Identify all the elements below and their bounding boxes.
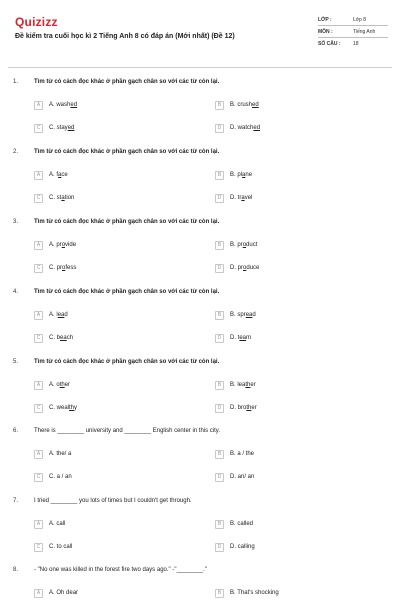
underlined-part: ea <box>239 335 247 341</box>
underlined-part: th <box>59 382 65 388</box>
option-text: B. product <box>230 242 258 248</box>
underlined-part: a <box>241 195 245 201</box>
underlined-part: ed <box>67 125 75 131</box>
answer-option[interactable] <box>215 99 259 111</box>
quizizz-logo: Quizizz <box>15 15 58 29</box>
answer-option[interactable] <box>215 541 255 553</box>
meta-label: MÔN : <box>318 28 333 35</box>
option-prefix: B. <box>230 451 238 457</box>
option-letter-box[interactable]: C <box>34 404 43 413</box>
option-prefix: C. <box>49 474 57 480</box>
option-letter-box[interactable]: A <box>34 101 43 110</box>
option-letter-box[interactable]: A <box>34 241 43 250</box>
option-letter-box[interactable]: B <box>215 101 224 110</box>
question-number: 5. <box>13 359 19 365</box>
answer-option[interactable] <box>215 518 253 530</box>
option-prefix: A. <box>49 382 57 388</box>
option-prefix: C. <box>49 405 57 411</box>
question-text: Tìm từ có cách đọc khác ở phần gạch chân so với các từ còn lại. <box>34 149 220 155</box>
answer-option[interactable] <box>34 471 72 483</box>
underlined-part: a <box>61 195 65 201</box>
answer-option[interactable] <box>215 122 260 134</box>
underlined-part: o <box>243 265 247 271</box>
answer-option[interactable] <box>215 448 254 460</box>
option-prefix: C. <box>49 125 57 131</box>
meta-box <box>318 14 388 50</box>
option-prefix: B. <box>230 590 238 596</box>
option-prefix: A. <box>49 521 57 527</box>
answer-option[interactable] <box>215 309 256 321</box>
question-text: Tìm từ có cách đọc khác ở phần gạch chân so với các từ còn lại. <box>34 359 220 365</box>
option-letter-box[interactable]: B <box>215 171 224 180</box>
question-text: Tìm từ có cách đọc khác ở phần gạch chân so với các từ còn lại. <box>34 289 220 295</box>
answer-option[interactable] <box>34 99 77 111</box>
option-letter-box[interactable]: D <box>215 334 224 343</box>
question-number: 3. <box>13 219 19 225</box>
option-text: C. wealthy <box>49 405 78 411</box>
option-prefix: C. <box>49 544 57 550</box>
question-text: Tìm từ có cách đọc khác ở phần gạch chân so với các từ còn lại. <box>34 79 220 85</box>
option-text: D. travel <box>230 195 253 201</box>
option-text: C. to call <box>49 544 73 550</box>
answer-option[interactable] <box>34 169 68 181</box>
answer-option[interactable] <box>34 332 73 344</box>
answer-option[interactable] <box>215 192 252 204</box>
meta-value: Tiếng Anh <box>353 28 376 35</box>
option-prefix: B. <box>230 242 238 248</box>
meta-label: SỐ CÂU : <box>318 41 341 47</box>
option-text: C. station <box>49 195 75 201</box>
answer-option[interactable] <box>34 541 72 553</box>
answer-option[interactable] <box>34 518 65 530</box>
answer-option[interactable] <box>215 332 251 344</box>
option-prefix: A. <box>49 242 57 248</box>
option-text: A. Oh dear <box>49 590 79 596</box>
underlined-part: th <box>69 405 75 411</box>
option-text: A. washed <box>49 102 78 108</box>
option-text: A. the/ a <box>49 451 72 457</box>
question-text: - "No one was killed in the forest fire two days ago." -"________." <box>34 567 207 573</box>
underlined-part: ed <box>70 102 78 108</box>
option-prefix: A. <box>49 172 57 178</box>
option-text: D. watched <box>230 125 261 131</box>
option-text: A. other <box>49 382 71 388</box>
answer-option[interactable] <box>34 587 78 599</box>
answer-option[interactable] <box>34 239 76 251</box>
option-letter-box[interactable]: A <box>34 171 43 180</box>
option-letter-box[interactable]: C <box>34 473 43 482</box>
option-prefix: D. <box>230 195 238 201</box>
underlined-part: ea <box>60 335 67 341</box>
option-prefix: D. <box>230 474 238 480</box>
option-text: D. brother <box>230 405 257 411</box>
option-letter-box[interactable]: A <box>34 450 43 459</box>
option-text: C. profess <box>49 265 77 271</box>
option-text: C. a / an <box>49 474 72 480</box>
option-text: B. a / the <box>230 451 255 457</box>
option-prefix: B. <box>230 312 238 318</box>
option-prefix: C. <box>49 195 57 201</box>
question-number: 1. <box>13 79 19 85</box>
option-text: A. face <box>49 172 68 178</box>
option-text: B. crushed <box>230 102 259 108</box>
answer-option[interactable] <box>215 169 252 181</box>
option-letter-box[interactable]: B <box>215 311 224 320</box>
option-letter-box[interactable]: D <box>215 264 224 273</box>
option-text: D. produce <box>230 265 260 271</box>
option-prefix: A. <box>49 451 57 457</box>
option-letter-box[interactable]: B <box>215 241 224 250</box>
answer-option[interactable] <box>215 402 257 414</box>
question-number: 7. <box>13 498 19 504</box>
option-prefix: D. <box>230 544 238 550</box>
option-letter-box[interactable]: D <box>215 543 224 552</box>
option-text: D. team <box>230 335 252 341</box>
answer-option[interactable] <box>34 402 77 414</box>
option-text: B. plane <box>230 172 253 178</box>
option-prefix: C. <box>49 335 57 341</box>
option-letter-box[interactable]: B <box>215 589 224 598</box>
option-letter-box[interactable]: B <box>215 450 224 459</box>
meta-value: Lớp 8 <box>353 16 367 23</box>
question-text: There is ________ university and ________ English center in this city. <box>34 428 221 434</box>
option-text: A. provide <box>49 242 77 248</box>
option-prefix: D. <box>230 125 238 131</box>
meta-row-subject <box>318 26 388 38</box>
option-prefix: C. <box>49 265 57 271</box>
meta-row-count <box>318 38 388 50</box>
meta-row-class <box>318 14 388 26</box>
answer-option[interactable] <box>215 587 279 599</box>
option-letter-box[interactable]: A <box>34 520 43 529</box>
meta-value: 18 <box>353 41 359 47</box>
option-prefix: B. <box>230 102 238 108</box>
option-letter-box[interactable]: C <box>34 543 43 552</box>
option-letter-box[interactable]: A <box>34 589 43 598</box>
option-text: A. call <box>49 521 66 527</box>
answer-option[interactable] <box>34 448 71 460</box>
option-letter-box[interactable]: A <box>34 311 43 320</box>
underlined-part: ed <box>253 125 261 131</box>
underlined-part: a <box>242 172 246 178</box>
option-prefix: A. <box>49 590 57 596</box>
option-text: C. stayed <box>49 125 75 131</box>
answer-option[interactable] <box>215 262 259 274</box>
underlined-part: th <box>245 382 251 388</box>
option-letter-box[interactable]: D <box>215 124 224 133</box>
underlined-part: th <box>246 405 252 411</box>
underlined-part: ed <box>252 102 259 108</box>
question-number: 8. <box>13 567 19 573</box>
answer-option[interactable] <box>215 471 254 483</box>
option-letter-box[interactable]: B <box>215 381 224 390</box>
underlined-part: o <box>242 242 247 248</box>
option-prefix: A. <box>49 102 57 108</box>
answer-option[interactable] <box>34 379 70 391</box>
question-text: I tried ________ you lots of times but I couldn't get through. <box>34 498 192 504</box>
question-number: 2. <box>13 149 19 155</box>
question-number: 6. <box>13 428 19 434</box>
question-text: Tìm từ có cách đọc khác ở phần gạch chân so với các từ còn lại. <box>34 219 220 225</box>
option-text: A. lead <box>49 312 68 318</box>
answer-option[interactable] <box>34 309 68 321</box>
underlined-part: o <box>61 242 66 248</box>
option-letter-box[interactable]: C <box>34 334 43 343</box>
option-prefix: D. <box>230 335 238 341</box>
option-prefix: A. <box>49 312 57 318</box>
underlined-part: a <box>58 172 62 178</box>
answer-option[interactable] <box>34 192 74 204</box>
page-title: Đề kiểm tra cuối học kì 2 Tiếng Anh 8 có đáp án (Mới nhất) (Đề 12) <box>15 33 235 40</box>
header-divider <box>8 67 392 68</box>
option-letter-box[interactable]: B <box>215 520 224 529</box>
option-text: B. That's shocking <box>230 590 279 596</box>
option-text: C. beach <box>49 335 74 341</box>
underlined-part: o <box>62 265 66 271</box>
option-text: B. called <box>230 521 254 527</box>
option-text: B. leather <box>230 382 256 388</box>
option-letter-box[interactable]: C <box>34 264 43 273</box>
option-prefix: D. <box>230 265 238 271</box>
option-text: B. spread <box>230 312 256 318</box>
option-letter-box[interactable]: D <box>215 404 224 413</box>
option-letter-box[interactable]: D <box>215 473 224 482</box>
answer-option[interactable] <box>215 239 257 251</box>
meta-label: LỚP : <box>318 16 332 23</box>
underlined-part: ea <box>245 312 253 318</box>
answer-option[interactable] <box>215 379 256 391</box>
option-letter-box[interactable]: D <box>215 194 224 203</box>
underlined-part: ea <box>57 312 65 318</box>
option-letter-box[interactable]: C <box>34 194 43 203</box>
answer-option[interactable] <box>34 262 76 274</box>
option-text: D. an/ an <box>230 474 255 480</box>
answer-option[interactable] <box>34 122 74 134</box>
option-letter-box[interactable]: C <box>34 124 43 133</box>
option-prefix: B. <box>230 172 238 178</box>
option-prefix: D. <box>230 405 238 411</box>
option-text: D. calling <box>230 544 255 550</box>
option-prefix: B. <box>230 521 238 527</box>
option-letter-box[interactable]: A <box>34 381 43 390</box>
option-prefix: B. <box>230 382 238 388</box>
question-number: 4. <box>13 289 19 295</box>
